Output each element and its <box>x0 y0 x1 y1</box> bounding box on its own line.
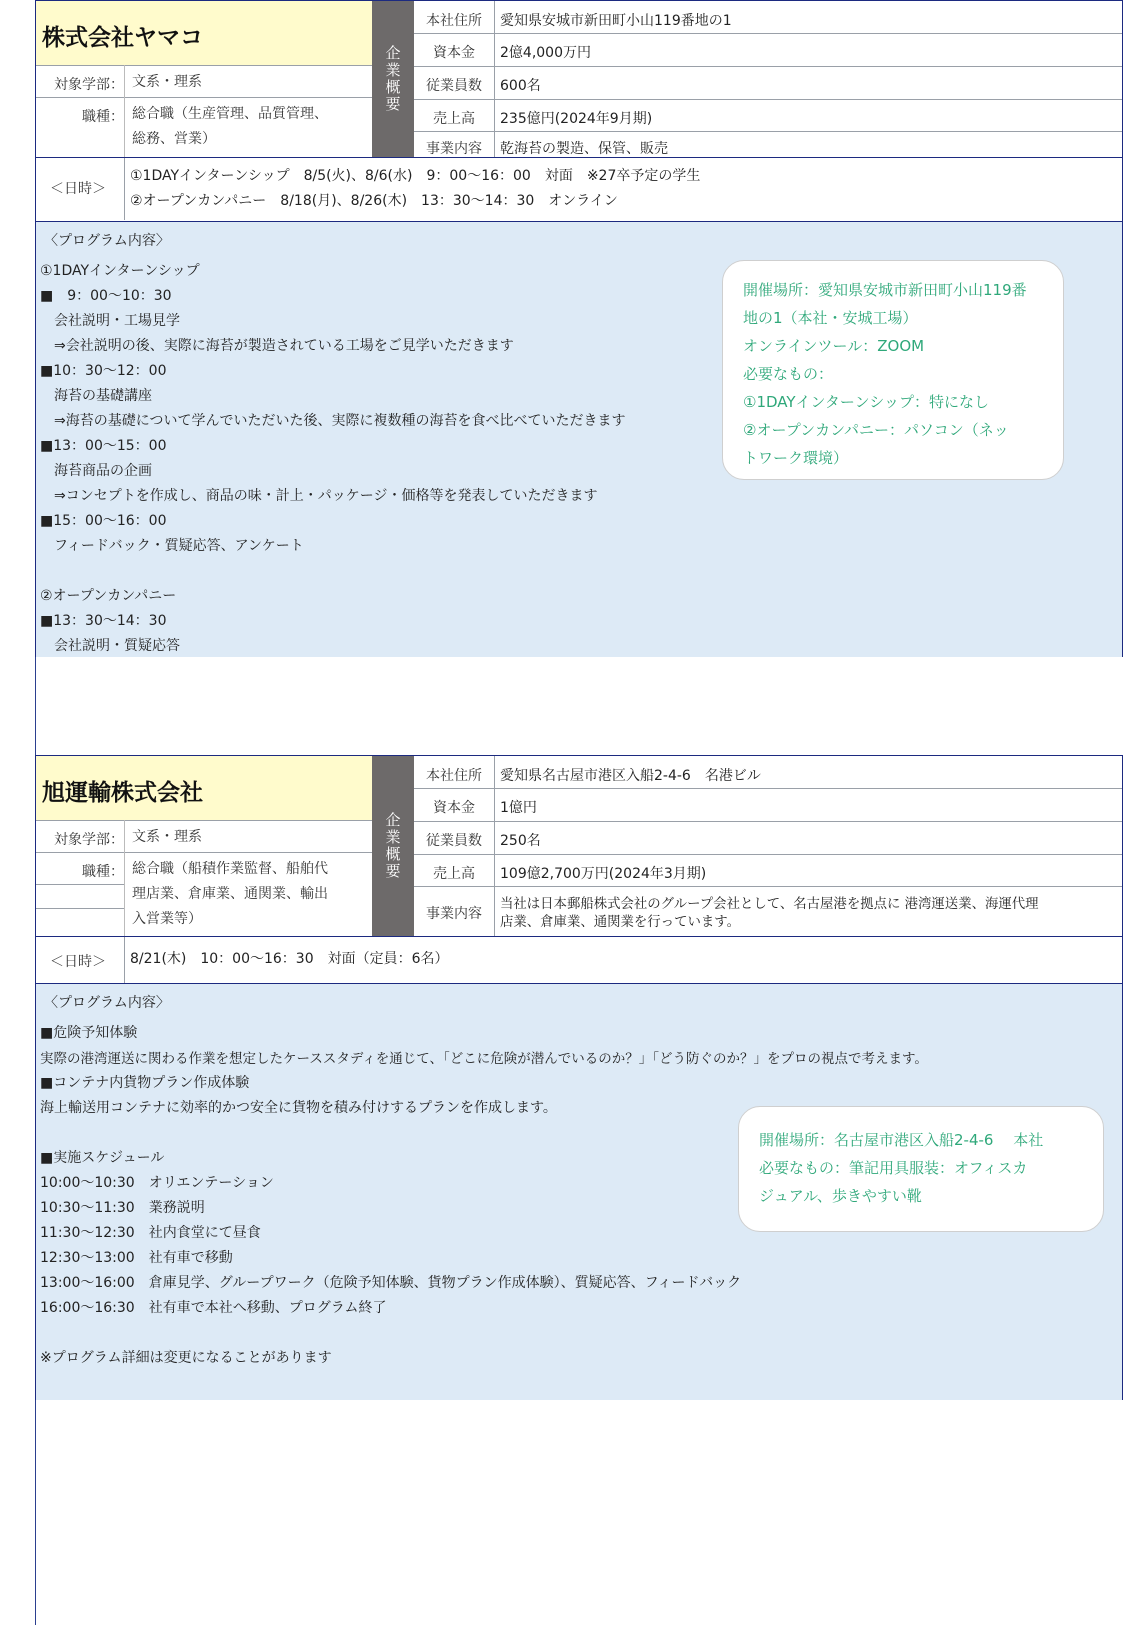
program-line: ■ 9：00〜10：30 <box>40 288 172 304</box>
overview-value: 愛知県名古屋市港区入船2-4-6 名港ビル <box>500 768 761 784</box>
program-line: 11:30〜12:30 社内食堂にて昼食 <box>40 1225 261 1241</box>
overview-value: 109億2,700万円(2024年3月期) <box>500 866 707 882</box>
company-name-box <box>36 756 372 820</box>
program-line: 12:30〜13:00 社有車で移動 <box>40 1250 233 1266</box>
program-line: ■13：00〜15：00 <box>40 438 167 454</box>
dept-label: 対象学部： <box>54 832 124 848</box>
program-line: 〈プログラム内容〉 <box>44 233 170 249</box>
program-line: フィードバック・質疑応答、アンケート <box>40 538 304 554</box>
overview-key: 従業員数 <box>426 78 482 94</box>
job-line: 理店業、倉庫業、通関業、輸出 <box>132 886 328 902</box>
program-section <box>36 983 1122 1400</box>
date-line: 8/21(木) 10：00〜16：30 対面（定員：6名） <box>130 951 449 967</box>
program-line: ■15：00〜16：00 <box>40 513 167 529</box>
overview-value: 235億円(2024年9月期) <box>500 111 653 127</box>
program-line: 10:00〜10:30 オリエンテーション <box>40 1175 274 1191</box>
program-line: ※プログラム詳細は変更になることがあります <box>40 1350 332 1366</box>
program-line: 実際の港湾運送に関わる作業を想定したケーススタディを通じて、「どこに危険が潜んでいるのか？」「どう防ぐのか？」をプロの視点で考えます。 <box>40 1051 928 1067</box>
program-line: ■危険予知体験 <box>40 1025 138 1041</box>
program-line: 海上輸送用コンテナに効率的かつ安全に貨物を積み付けするプランを作成します。 <box>40 1100 557 1116</box>
overview-value: 愛知県安城市新田町小山119番地の1 <box>500 13 732 29</box>
program-line: 〈プログラム内容〉 <box>44 995 170 1011</box>
venue-info-line: ①1DAYインターンシップ：特になし <box>743 393 989 411</box>
dept-value: 文系・理系 <box>132 829 202 845</box>
job-label: 職種： <box>82 109 124 125</box>
program-line: ■実施スケジュール <box>40 1150 165 1166</box>
venue-info-line: トワーク環境） <box>743 449 849 467</box>
company-name-box <box>36 1 372 65</box>
program-line: 会社説明・工場見学 <box>40 313 180 329</box>
program-section <box>36 221 1122 657</box>
date-row <box>36 157 1122 220</box>
overview-value: 600名 <box>500 78 541 94</box>
overview-value: 乾海苔の製造、保管、販売 <box>500 141 668 157</box>
date-row <box>36 936 1122 983</box>
job-label: 職種： <box>82 864 124 880</box>
venue-info-line: 開催場所：名古屋市港区入船2-4-6 本社 <box>759 1131 1044 1149</box>
date-label: ＜日時＞ <box>50 181 106 197</box>
program-line: 13:00〜16:00 倉庫見学、グループワーク（危険予知体験、貨物プラン作成体験）、質疑応答、フィードバック <box>40 1275 742 1291</box>
overview-key: 資本金 <box>433 45 475 61</box>
overview-key: 従業員数 <box>426 833 482 849</box>
program-line: ⇒海苔の基礎について学んでいただいた後、実際に複数種の海苔を食べ比べていただきます <box>40 413 626 429</box>
venue-info-line: ②オープンカンパニー：パソコン（ネッ <box>743 421 1009 439</box>
dept-label: 対象学部： <box>54 77 124 93</box>
company-card-yamako <box>35 0 1123 657</box>
program-line: ■13：30〜14：30 <box>40 613 167 629</box>
venue-info-line: 地の1（本社・安城工場） <box>743 309 918 327</box>
program-line: ■コンテナ内貨物プラン作成体験 <box>40 1075 250 1091</box>
program-line: 海苔商品の企画 <box>40 463 152 479</box>
job-line: 総務、営業） <box>132 131 216 147</box>
dept-value: 文系・理系 <box>132 74 202 90</box>
company-card-asahi <box>35 755 1123 1400</box>
job-line: 総合職（船積作業監督、船舶代 <box>132 861 328 877</box>
venue-info-line: 必要なもの：筆記用具服装：オフィスカ <box>759 1159 1028 1177</box>
company-name: 株式会社ヤマコ <box>42 25 203 51</box>
overview-key: 本社住所 <box>426 13 482 29</box>
overview-value: 店業、倉庫業、通関業を行っています。 <box>500 915 740 930</box>
overview-vertical-label: 企業概要 <box>372 1 414 157</box>
date-label: ＜日時＞ <box>50 954 106 970</box>
program-line: 会社説明・質疑応答 <box>40 638 180 654</box>
program-line: ②オープンカンパニー <box>40 588 177 604</box>
venue-info-line: 必要なもの： <box>743 365 834 383</box>
overview-key: 資本金 <box>433 800 475 816</box>
job-line: 入営業等） <box>132 911 202 927</box>
program-line: 海苔の基礎講座 <box>40 388 152 404</box>
overview-value: 2億4,000万円 <box>500 45 591 61</box>
program-line: ⇒コンセプトを作成し、商品の味・計上・パッケージ・価格等を発表していただきます <box>40 488 598 504</box>
venue-info-bubble <box>738 1106 1104 1232</box>
overview-value: 250名 <box>500 833 541 849</box>
company-name: 旭運輸株式会社 <box>42 780 203 806</box>
venue-info-line: ジュアル、歩きやすい靴 <box>759 1187 922 1205</box>
program-line: ■10：30〜12：00 <box>40 363 167 379</box>
overview-key: 売上高 <box>433 866 475 882</box>
job-line: 総合職（生産管理、品質管理、 <box>132 106 328 122</box>
venue-info-line: 開催場所：愛知県安城市新田町小山119番 <box>743 281 1027 299</box>
program-line: ⇒会社説明の後、実際に海苔が製造されている工場をご見学いただきます <box>40 338 514 354</box>
venue-info-line: オンラインツール：ZOOM <box>743 337 925 355</box>
date-line: ①1DAYインターンシップ 8/5(火)、8/6(水) 9：00〜16：00 対面 ※27卒予定の学生 <box>130 168 701 184</box>
overview-key: 事業内容 <box>426 906 482 922</box>
overview-key: 本社住所 <box>426 768 482 784</box>
program-line: 10:30〜11:30 業務説明 <box>40 1200 205 1216</box>
program-line: 16:00〜16:30 社有車で本社へ移動、プログラム終了 <box>40 1300 387 1316</box>
overview-value: 1億円 <box>500 800 537 816</box>
overview-vertical-label: 企業概要 <box>372 756 414 936</box>
overview-key: 売上高 <box>433 111 475 127</box>
venue-info-bubble <box>722 260 1064 480</box>
date-line: ②オープンカンパニー 8/18(月)、8/26(木) 13：30〜14：30 オンライン <box>130 193 618 209</box>
overview-key: 事業内容 <box>426 141 482 157</box>
program-line: ①1DAYインターンシップ <box>40 263 200 279</box>
overview-value: 当社は日本郵船株式会社のグループ会社として、名古屋港を拠点に 港湾運送業、海運代理 <box>500 897 1039 912</box>
